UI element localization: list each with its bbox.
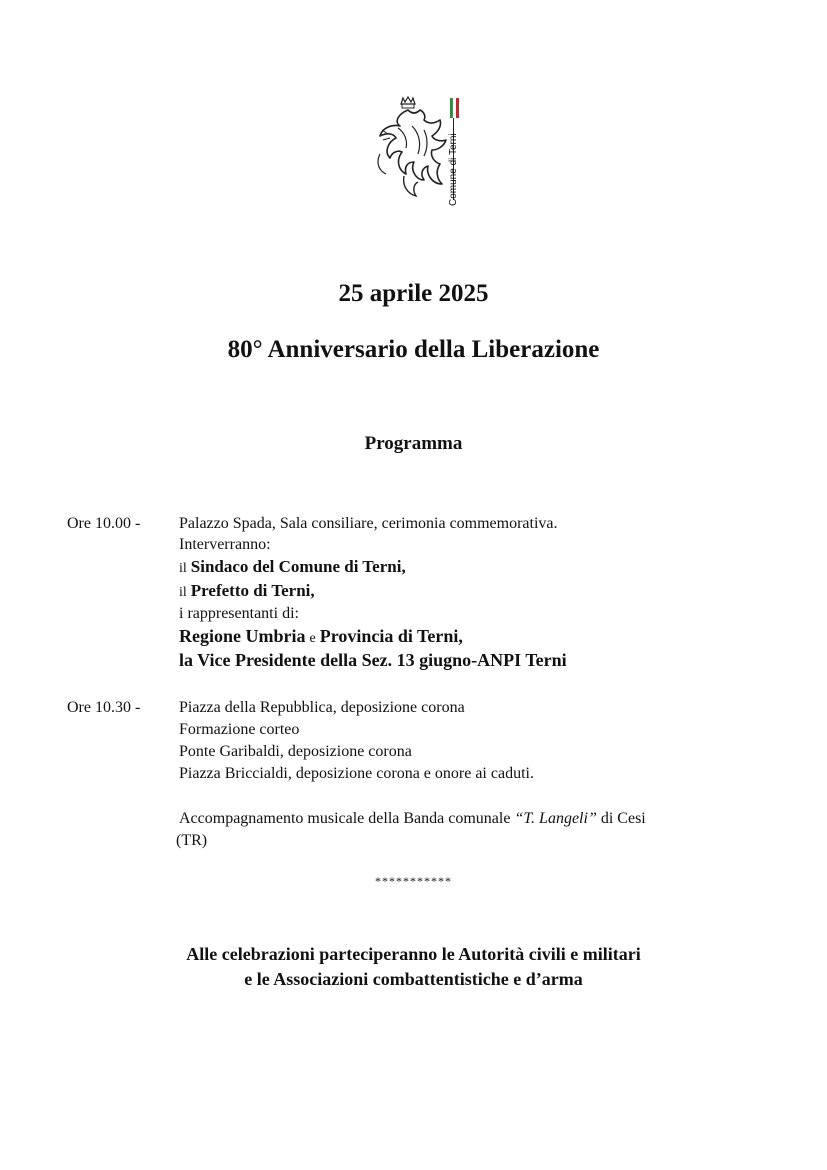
closing-line-2: e le Associazioni combattentistiche e d’arma — [244, 969, 583, 989]
schedule-1-line-4-prefix: il — [179, 585, 187, 600]
schedule-1-line-4-bold: Prefetto di Terni, — [190, 581, 315, 600]
schedule-1-line-2: Interverranno: — [179, 536, 271, 553]
schedule-1-line-6-bold-b: Provincia di Terni, — [319, 626, 463, 646]
event-date: 25 aprile 2025 — [338, 280, 489, 307]
schedule-1-line-4 — [179, 580, 315, 603]
schedule-1-line-1: Palazzo Spada, Sala consiliare, cerimonia commemorativa. — [179, 515, 558, 532]
music-line-1 — [179, 808, 646, 829]
schedule-1-line-3 — [179, 556, 406, 579]
schedule-1-line-6-bold-a: Regione Umbria — [179, 626, 306, 646]
schedule-time-1: Ore 10.00 - — [67, 515, 141, 532]
schedule-2-line-3: Ponte Garibaldi, deposizione corona — [179, 743, 412, 760]
schedule-2-line-2: Formazione corteo — [179, 721, 300, 738]
music-before: Accompagnamento musicale della Banda comunale — [179, 810, 515, 827]
music-after: di Cesi — [596, 810, 646, 827]
music-line-2: (TR) — [176, 832, 208, 849]
schedule-2-line-1: Piazza della Repubblica, deposizione corona — [179, 699, 465, 716]
music-band-name: “T. Langeli” — [514, 810, 597, 827]
schedule-1-line-3-prefix: il — [179, 561, 187, 576]
logo-text: Comune di Terni — [448, 133, 459, 206]
schedule-2-line-4: Piazza Briccialdi, deposizione corona e onore ai caduti. — [179, 765, 534, 782]
schedule-1-line-7 — [179, 650, 567, 672]
closing-line-1: Alle celebrazioni parteciperanno le Autorità civili e militari — [186, 944, 641, 964]
schedule-1-line-7-bold: la Vice Presidente della Sez. 13 giugno-ANPI Terni — [179, 650, 567, 670]
schedule-1-line-6 — [179, 626, 463, 649]
programma-heading: Programma — [364, 433, 463, 454]
schedule-time-2: Ore 10.30 - — [67, 699, 141, 716]
schedule-1-line-6-mid: e — [309, 631, 316, 646]
schedule-1-line-5: i rappresentanti di: — [179, 605, 299, 622]
event-title: 80° Anniversario della Liberazione — [227, 336, 600, 363]
separator: *********** — [375, 874, 452, 888]
schedule-1-line-3-bold: Sindaco del Comune di Terni, — [190, 557, 406, 576]
